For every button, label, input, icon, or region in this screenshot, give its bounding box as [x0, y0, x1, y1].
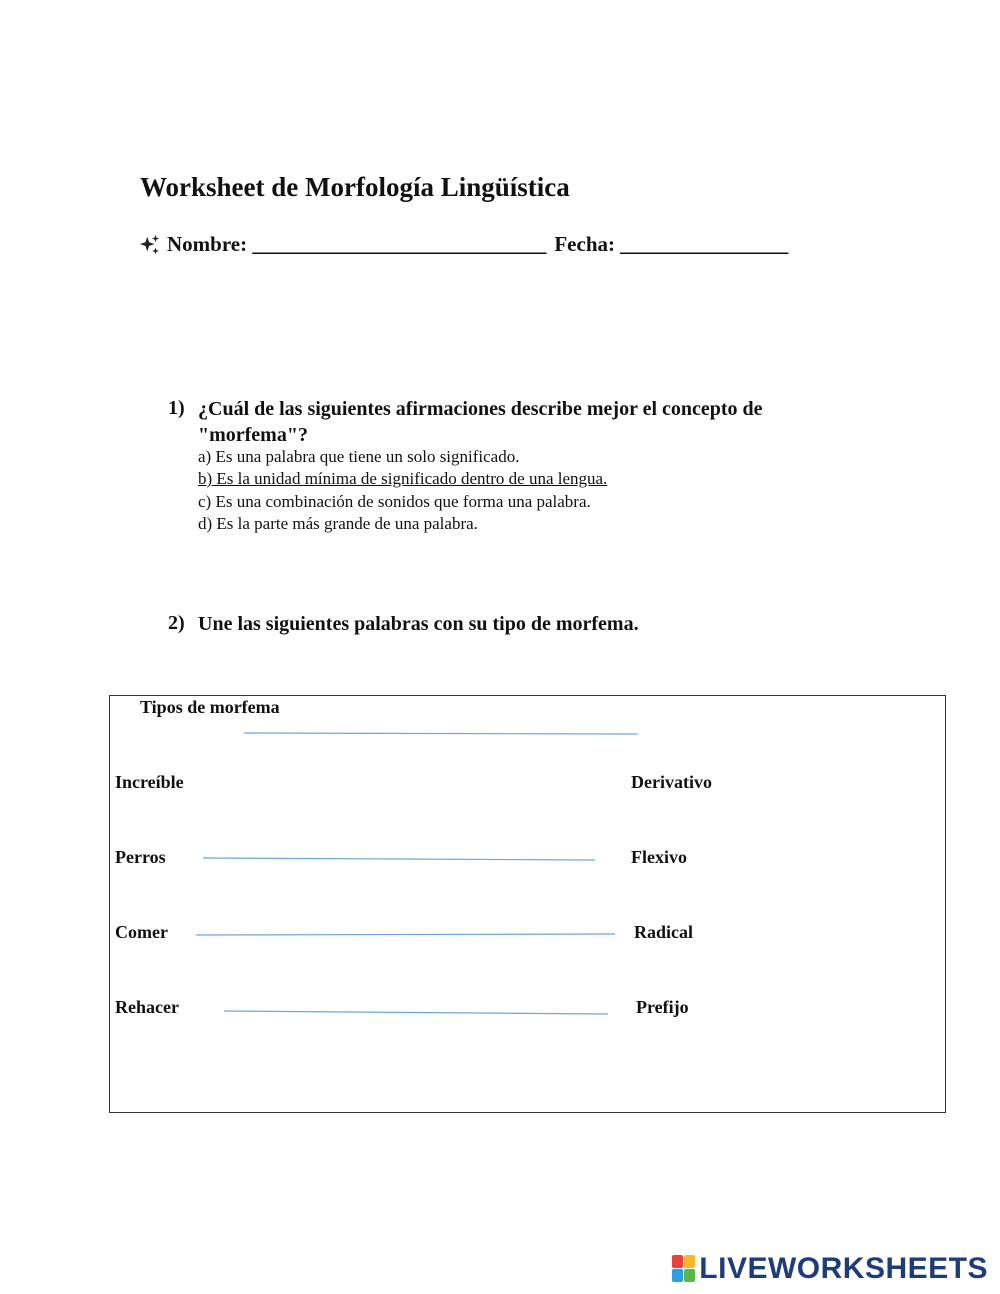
match-line-increible[interactable]: [244, 733, 638, 734]
word-increible[interactable]: Increíble: [115, 772, 184, 792]
option-d[interactable]: d) Es la parte más grande de una palabra.: [198, 514, 478, 533]
liveworksheets-logo-icon: [671, 1254, 697, 1284]
question-2-number: 2): [168, 612, 185, 634]
match-line-comer[interactable]: [196, 934, 615, 935]
word-perros[interactable]: Perros: [115, 847, 166, 867]
type-derivativo[interactable]: Derivativo: [631, 772, 712, 792]
type-radical[interactable]: Radical: [634, 922, 694, 942]
question-2-text: Une las siguientes palabras con su tipo de morfema.: [198, 613, 639, 635]
option-b[interactable]: b) Es la unidad mínima de significado dentro de una lengua.: [198, 469, 608, 488]
liveworksheets-logo: [671, 1252, 988, 1286]
name-field[interactable]: Nombre: ____________________________: [167, 232, 547, 256]
type-prefijo[interactable]: Prefijo: [636, 997, 689, 1017]
worksheet-title: Worksheet de Morfología Lingüística: [140, 172, 570, 202]
option-a[interactable]: a) Es una palabra que tiene un solo significado.: [198, 447, 520, 466]
type-flexivo[interactable]: Flexivo: [631, 847, 687, 867]
question-1-text-line1: ¿Cuál de las siguientes afirmaciones describe mejor el concepto de: [198, 398, 763, 420]
match-line-perros[interactable]: [203, 858, 595, 860]
word-rehacer[interactable]: Rehacer: [115, 997, 179, 1017]
date-field[interactable]: Fecha: ________________: [554, 232, 789, 256]
word-comer[interactable]: Comer: [115, 922, 168, 942]
question-1-text-line2: "morfema"?: [198, 424, 308, 446]
question-1-number: 1): [168, 397, 185, 419]
matching-header: Tipos de morfema: [140, 697, 280, 717]
option-c[interactable]: c) Es una combinación de sonidos que forma una palabra.: [198, 492, 591, 511]
brand-text: LIVEWORKSHEETS: [699, 1252, 988, 1285]
match-line-rehacer[interactable]: [224, 1011, 608, 1014]
